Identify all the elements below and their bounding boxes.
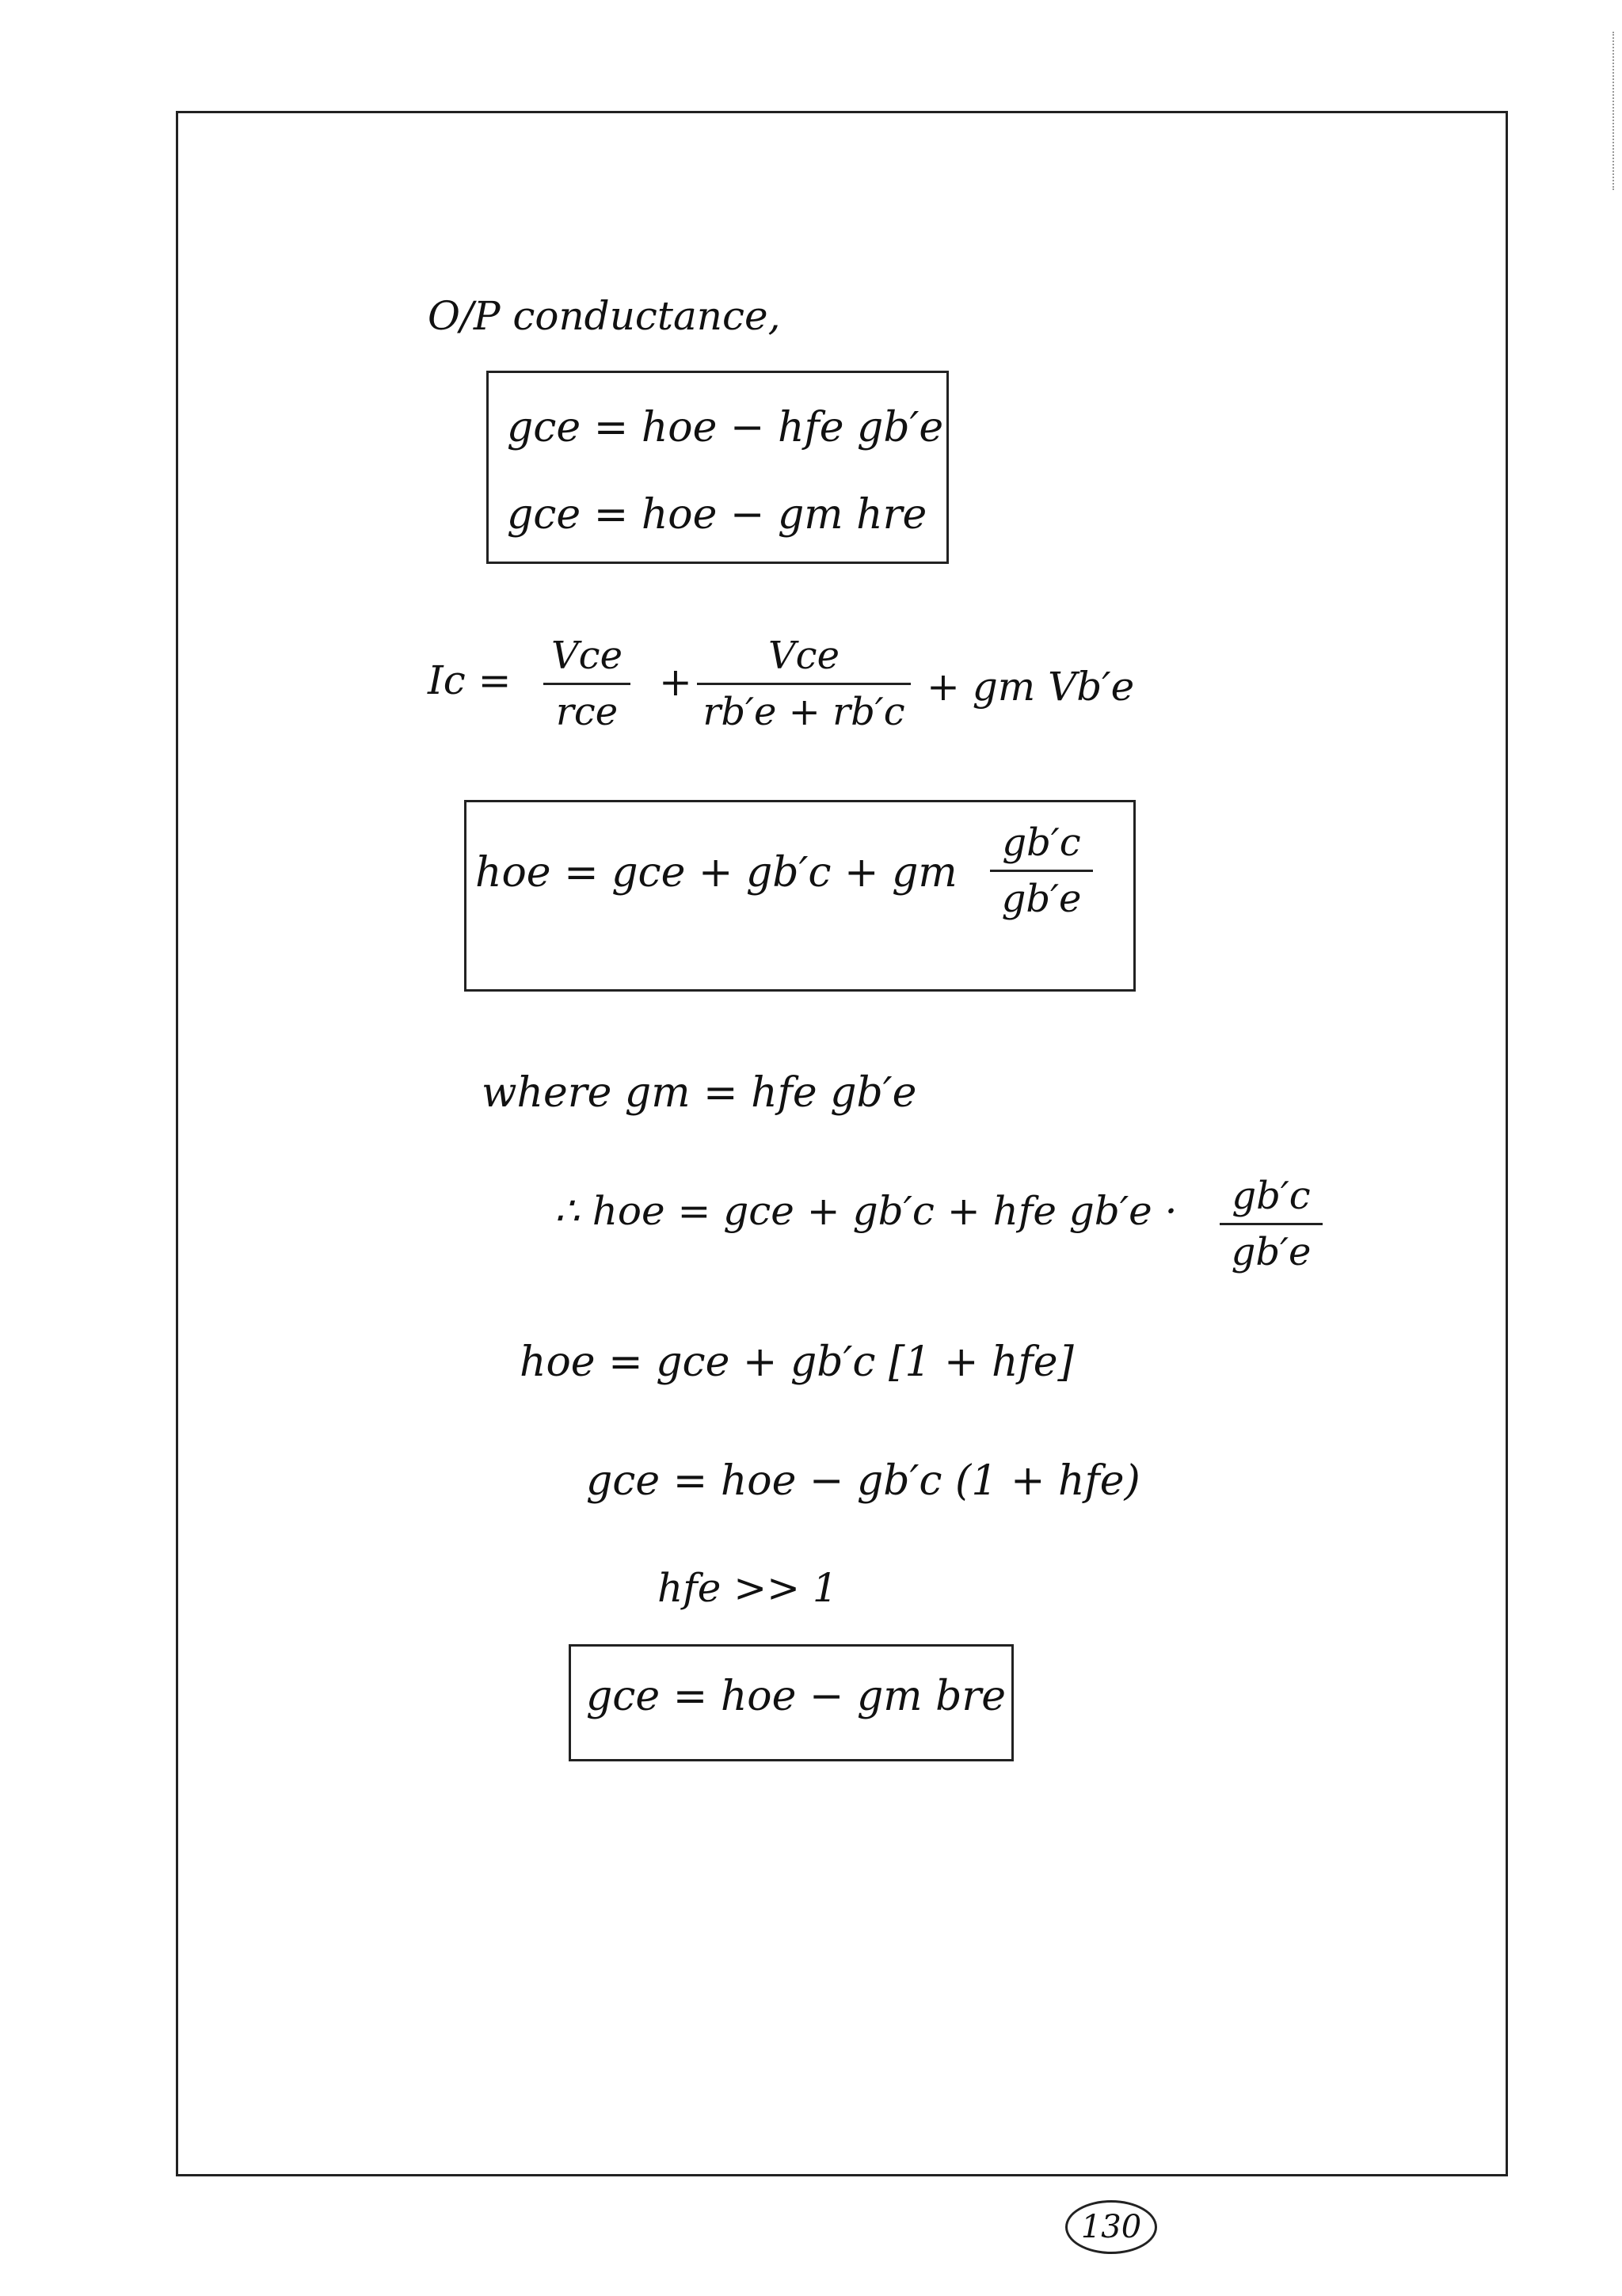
therefore-frac-den: gb′e [1231,1230,1312,1274]
page-number: 130 [1065,2200,1157,2254]
box2-fraction [990,821,1093,921]
therefore-frac-num: gb′c [1232,1174,1311,1218]
box2-frac-den: gb′e [1001,877,1082,921]
ic-lhs: Ic = [428,657,512,703]
box2-frac-num: gb′c [1002,821,1081,865]
heading: O/P conductance, [428,293,781,339]
box2-lhs: hoe = gce + gb′c + gm [475,849,958,897]
therefore-lhs: ∴ hoe = gce + gb′c + hfe gb′e · [554,1188,1178,1234]
where-line: where gm = hfe gb′e [482,1069,917,1117]
box1-line1: gce = hoe − hfe gb′e [507,404,944,451]
box3-text: gce = hoe − gm bre [586,1673,1007,1720]
ic-term3: + gm Vb′e [927,664,1135,710]
gce-line: gce = hoe − gb′c (1 + hfe) [586,1457,1140,1505]
ic-term1-num: Vce [551,634,623,678]
ic-term2 [697,634,911,734]
therefore-fraction [1220,1174,1323,1274]
hoe-line: hoe = gce + gb′c [1 + hfe] [520,1338,1074,1386]
therefore-frac-bar [1220,1223,1323,1225]
hfe-line: hfe >> 1 [657,1565,838,1611]
ic-term1-bar [543,683,630,685]
ic-plus: + [659,659,692,705]
ic-term2-bar [697,683,911,685]
box2-frac-bar [990,870,1093,872]
ic-term1-den: rce [555,690,619,734]
ic-term2-num: Vce [768,634,840,678]
ic-term1 [543,634,630,734]
scan-edge-marks [1612,32,1616,190]
box1-line2: gce = hoe − gm hre [507,491,927,539]
ic-term2-den: rb′e + rb′c [702,690,905,734]
